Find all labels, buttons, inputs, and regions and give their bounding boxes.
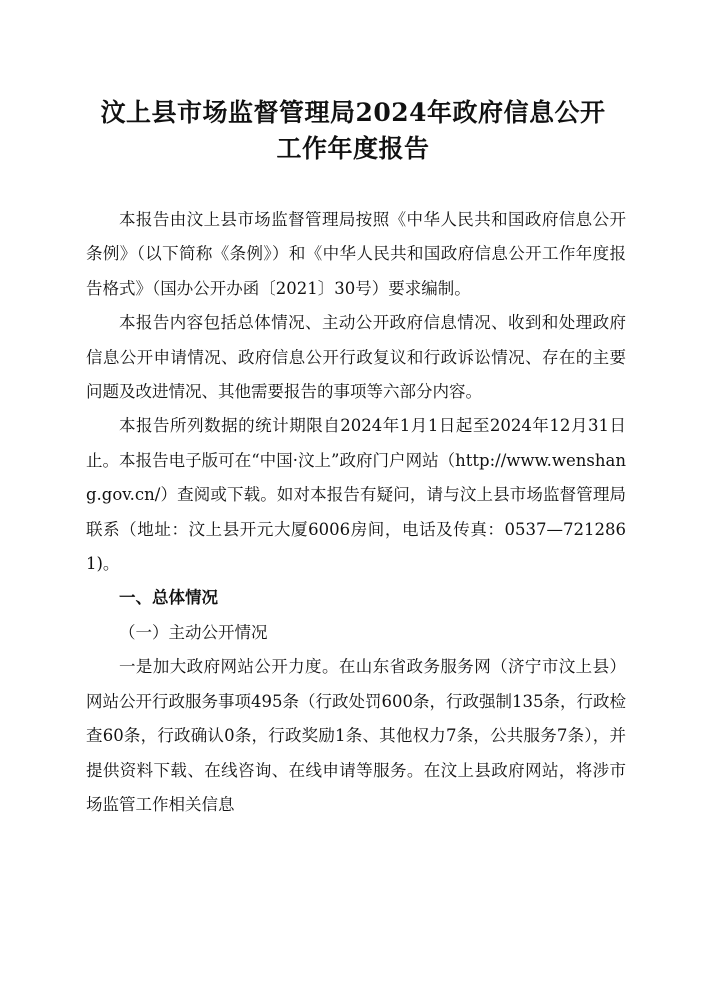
report-title-line-1: 汶上县市场监督管理局2024年政府信息公开 <box>100 98 606 127</box>
report-body <box>86 203 626 822</box>
contents-paragraph: 本报告内容包括总体情况、主动公开政府信息情况、收到和处理政府信息公开申请情况、政府信息公开行政复议和行政诉讼情况、存在的主要问题及改进情况、其他需要报告的事项等六部分内容。 <box>86 313 626 402</box>
report-title-line-2: 工作年度报告 <box>276 134 430 163</box>
statistics-period-paragraph: 本报告所列数据的统计期限自2024年1月1日起至2024年12月31日止。本报告电子版可在“中国·汶上”政府门户网站（http://www.wenshang.gov.cn/）查阅或下载。如对本报告有疑问，请与汶上县市场监督管理局联系（地址：汶上县开元大厦6006房间，电话及传真：0537—7212861)。 <box>86 416 626 574</box>
intro-paragraph: 本报告由汶上县市场监督管理局按照《中华人民共和国政府信息公开条例》（以下简称《条例》）和《中华人民共和国政府信息公开工作年度报告格式》（国办公开办函〔2021〕30号）要求编制。 <box>86 210 626 298</box>
section-heading-overview: 一、总体情况 <box>119 588 218 608</box>
active-disclosure-paragraph: 一是加大政府网站公开力度。在山东省政务服务网（济宁市汶上县）网站公开行政服务事项495条（行政处罚600条，行政强制135条，行政检查60条，行政确认0条，行政奖励1条、其他权力7条，公共服务7条），并提供资料下载、在线咨询、在线申请等服务。在汶上县政府网站，将涉市场监管工作相关信息 <box>86 657 626 814</box>
subsection-heading-active-disclosure: （一）主动公开情况 <box>119 622 268 642</box>
